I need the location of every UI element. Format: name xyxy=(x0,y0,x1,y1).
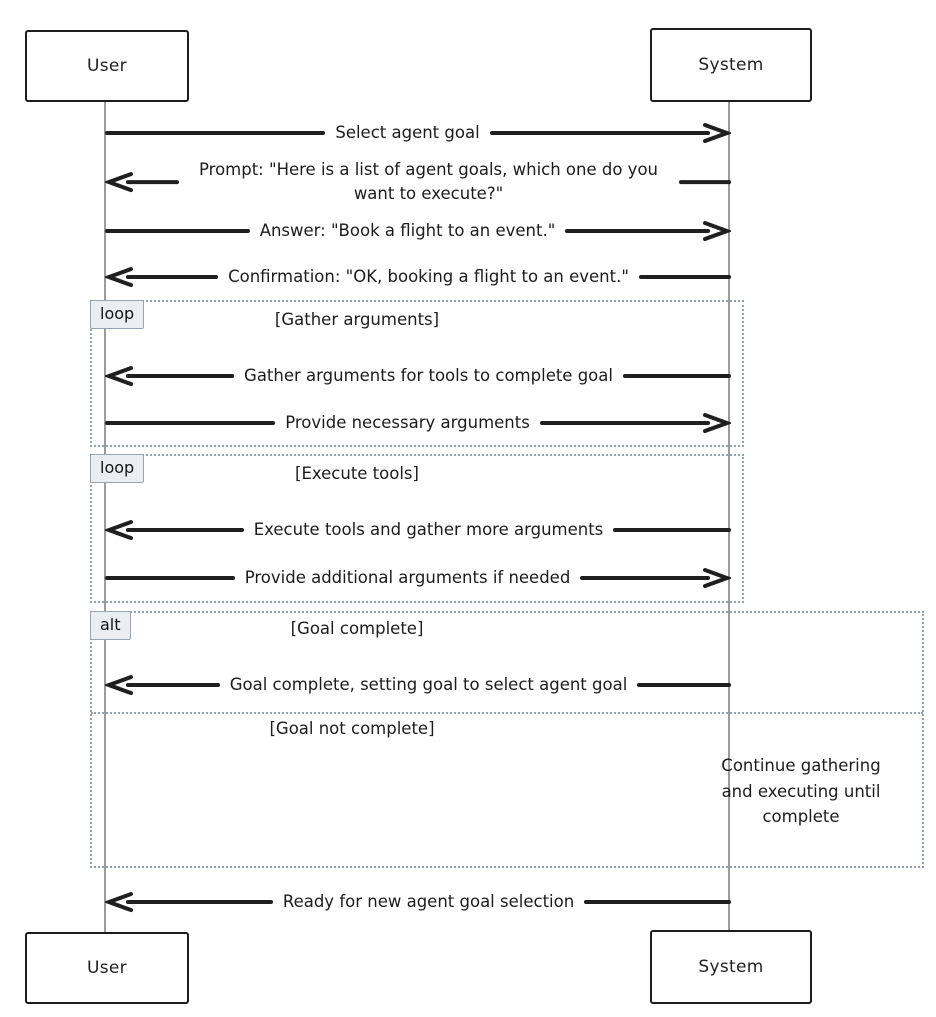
message-line xyxy=(105,576,235,580)
message-text: Provide additional arguments if needed xyxy=(244,568,571,588)
message-text: Gather arguments for tools to complete goal xyxy=(244,366,613,386)
message-prompt-goal-list xyxy=(105,158,731,206)
message-line xyxy=(126,180,179,184)
message-line xyxy=(623,374,731,378)
note-continue-until-complete: Continue gathering and executing until complete xyxy=(721,756,881,827)
message-line xyxy=(126,275,218,279)
message-line xyxy=(613,528,731,532)
participant-system-bottom xyxy=(650,930,812,1004)
message-line xyxy=(565,229,710,233)
message-gather-arguments xyxy=(105,364,731,388)
arrow-right-icon xyxy=(701,412,731,434)
message-line xyxy=(679,180,732,184)
participant-user-top xyxy=(25,30,189,102)
participant-user-label: User xyxy=(87,958,127,978)
participant-user-bottom xyxy=(25,932,189,1004)
message-line xyxy=(637,683,731,687)
loop-condition: [Execute tools] xyxy=(295,464,419,483)
message-provide-arguments xyxy=(105,411,731,435)
message-confirmation-booking xyxy=(105,265,731,289)
arrow-right-icon xyxy=(701,220,731,242)
message-text: Answer: "Book a flight to an event." xyxy=(259,221,556,241)
message-goal-complete xyxy=(105,673,731,697)
message-line xyxy=(490,131,710,135)
message-text: Confirmation: "OK, booking a flight to an event." xyxy=(228,267,629,287)
message-select-agent-goal xyxy=(105,121,731,145)
participant-system-label: System xyxy=(698,957,764,977)
arrow-right-icon xyxy=(701,122,731,144)
loop-label: loop xyxy=(90,454,144,483)
message-text: Ready for new agent goal selection xyxy=(282,892,575,912)
message-line xyxy=(584,900,731,904)
message-line xyxy=(105,131,325,135)
participant-system-label: System xyxy=(698,55,764,75)
alt-label: alt xyxy=(90,611,131,640)
message-ready-for-new-goal xyxy=(105,890,731,914)
message-text: Provide necessary arguments xyxy=(285,413,530,433)
message-execute-tools xyxy=(105,518,731,542)
message-answer-book-flight xyxy=(105,219,731,243)
message-text: Goal complete, setting goal to select agent goal xyxy=(229,675,628,695)
message-line xyxy=(126,900,273,904)
message-line xyxy=(126,528,244,532)
participant-user-label: User xyxy=(87,56,127,76)
message-text: Select agent goal xyxy=(335,123,480,143)
alt-condition: [Goal complete] xyxy=(290,619,424,638)
message-provide-additional-arguments xyxy=(105,566,731,590)
message-line xyxy=(126,683,220,687)
participant-system-top xyxy=(650,28,812,102)
message-line xyxy=(580,576,710,580)
alt-else-condition: [Goal not complete] xyxy=(269,719,435,738)
message-text: Execute tools and gather more arguments xyxy=(253,520,604,540)
message-line xyxy=(540,421,710,425)
message-text: Prompt: "Here is a list of agent goals, which one do you want to execute?" xyxy=(198,160,659,203)
message-line xyxy=(105,229,250,233)
alt-divider xyxy=(91,712,923,714)
message-line xyxy=(126,374,234,378)
arrow-right-icon xyxy=(701,567,731,589)
loop-condition: [Gather arguments] xyxy=(274,310,440,329)
loop-label: loop xyxy=(90,300,144,329)
message-line xyxy=(639,275,731,279)
message-line xyxy=(105,421,275,425)
